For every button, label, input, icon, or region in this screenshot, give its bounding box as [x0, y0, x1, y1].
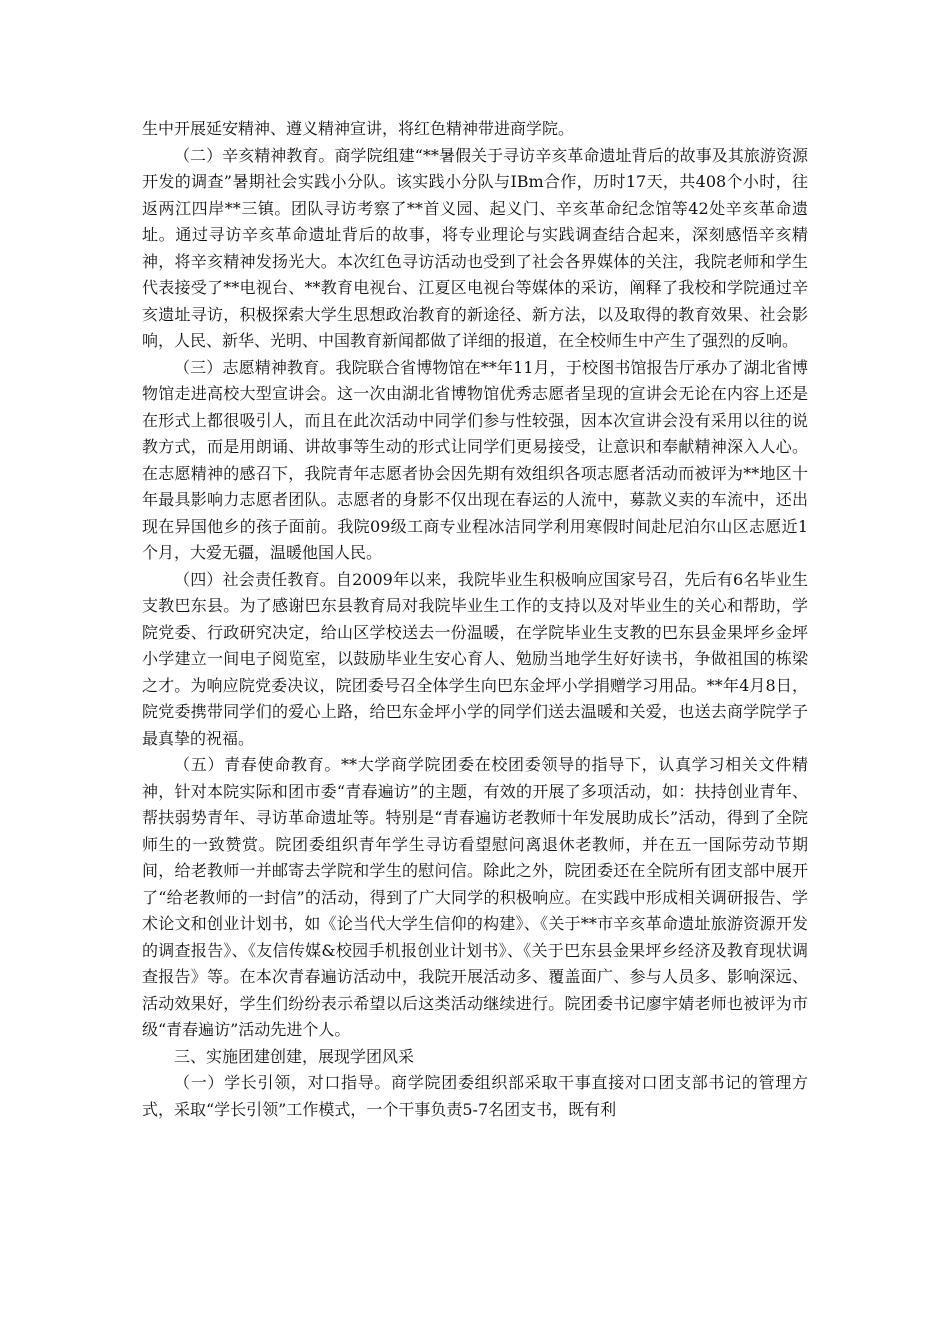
section-heading: 三、实施团建创建，展现学团风采 [174, 1046, 415, 1066]
paragraph-xinhai-spirit: （二）辛亥精神教育。商学院组建“**暑假关于寻访辛亥革命遗址背后的故事及其旅游资源开发的调查”暑期社会实践小分队。该实践小分队与IBm合作，历时17天，共408个小时，往返两江四岸**三镇。团队寻访考察了**首义园、起义门、辛亥革命纪念馆等42处辛亥革命遗址。通过寻访辛亥革命遗址背后的故事，将专业理论与实践调查结合起来，深刻感悟辛亥精神，将辛亥精神发扬光大。本次红色寻访活动也受到了社会各界媒体的关注，我院老师和学生代表接受了**电视台、**教育电视台、江夏区电视台等媒体的采访，阐释了我校和学院通过辛亥遗址寻访，积极探索大学生思想政治教育的新途径、新方法，以及取得的教育效果、社会影响，人民、新华、光明、中国教育新闻都做了详细的报道，在全校师生中产生了强烈的反响。 [142, 145, 808, 350]
paragraph-continuation: 生中开展延安精神、遵义精神宣讲，将红色精神带进商学院。 [142, 119, 575, 138]
paragraph-social-responsibility: （四）社会责任教育。自2009年以来，我院毕业生积极响应国家号召，先后有6名毕业生支教巴东县。为了感谢巴东县教育局对我院毕业生工作的支持以及对毕业生的关心和帮助，学院党委、行政研究决定，给山区学校送去一份温暖，在学院毕业生支教的巴东县金果坪乡金坪小学建立一间电子阅览室，以鼓励毕业生安心育人、勉励当地学生好好读书，争做祖国的栋梁之才。为响应院党委决议，院团委号召全体学生向巴东金坪小学捐赠学习用品。**年4月8日，院党委携带同学们的爱心上路，给巴东金坪小学的同学们送去温暖和关爱，也送去商学院学子最真挚的祝福。 [142, 569, 808, 748]
document-page [142, 116, 808, 1123]
paragraph-youth-mission: （五）青春使命教育。**大学商学院团委在校团委领导的指导下，认真学习相关文件精神，针对本院实际和团市委“青春遍访”的主题，有效的开展了多项活动，如：扶持创业青年、帮扶弱势青年、寻访革命遗址等。特别是“青春遍访老教师十年发展助成长”活动，得到了全院师生的一致赞赏。院团委组织青年学生寻访看望慰问离退休老教师，并在五一国际劳动节期间，给老教师一并邮寄去学院和学生的慰问信。除此之外，院团委还在全院所有团支部中展开了“给老教师的一封信”的活动，得到了广大同学的积极响应。在实践中形成相关调研报告、学术论文和创业计划书，如《论当代大学生信仰的构建》、《关于**市辛亥革命遗址旅游资源开发的调查报告》、《友信传媒&校园手机报创业计划书》、《关于巴东县金果坪乡经济及教育现状调查报告》等。在本次青春遍访活动中，我院开展活动多、覆盖面广、参与人员多、影响深远、活动效果好，学生们纷纷表示希望以后这类活动继续进行。院团委书记廖宇婧老师也被评为市级“青春遍访”活动先进个人。 [142, 755, 808, 1039]
paragraph-volunteer-spirit: （三）志愿精神教育。我院联合省博物馆在**年11月，于校图书馆报告厅承办了湖北省博物馆走进高校大型宣讲会。这一次由湖北省博物馆优秀志愿者呈现的宣讲会无论在内容上还是在形式上都很吸引人，而且在此次活动中同学们参与性较强，因本次宣讲会没有采用以往的说教方式，而是用朗诵、讲故事等生动的形式让同学们更易接受，让意识和奉献精神深入人心。在志愿精神的感召下，我院青年志愿者协会因先期有效组织各项志愿者活动而被评为**地区十年最具影响力志愿者团队。志愿者的身影不仅出现在春运的人流中，募款义卖的车流中，还出现在异国他乡的孩子面前。我院09级工商专业程冰洁同学利用寒假时间赴尼泊尔山区志愿近1个月，大爱无疆，温暖他国人民。 [142, 357, 808, 562]
paragraph-senior-guidance: （一）学长引领，对口指导。商学院团委组织部采取干事直接对口团支部书记的管理方式，采取“学长引领”工作模式，一个干事负责5-7名团支书，既有利 [142, 1073, 808, 1119]
